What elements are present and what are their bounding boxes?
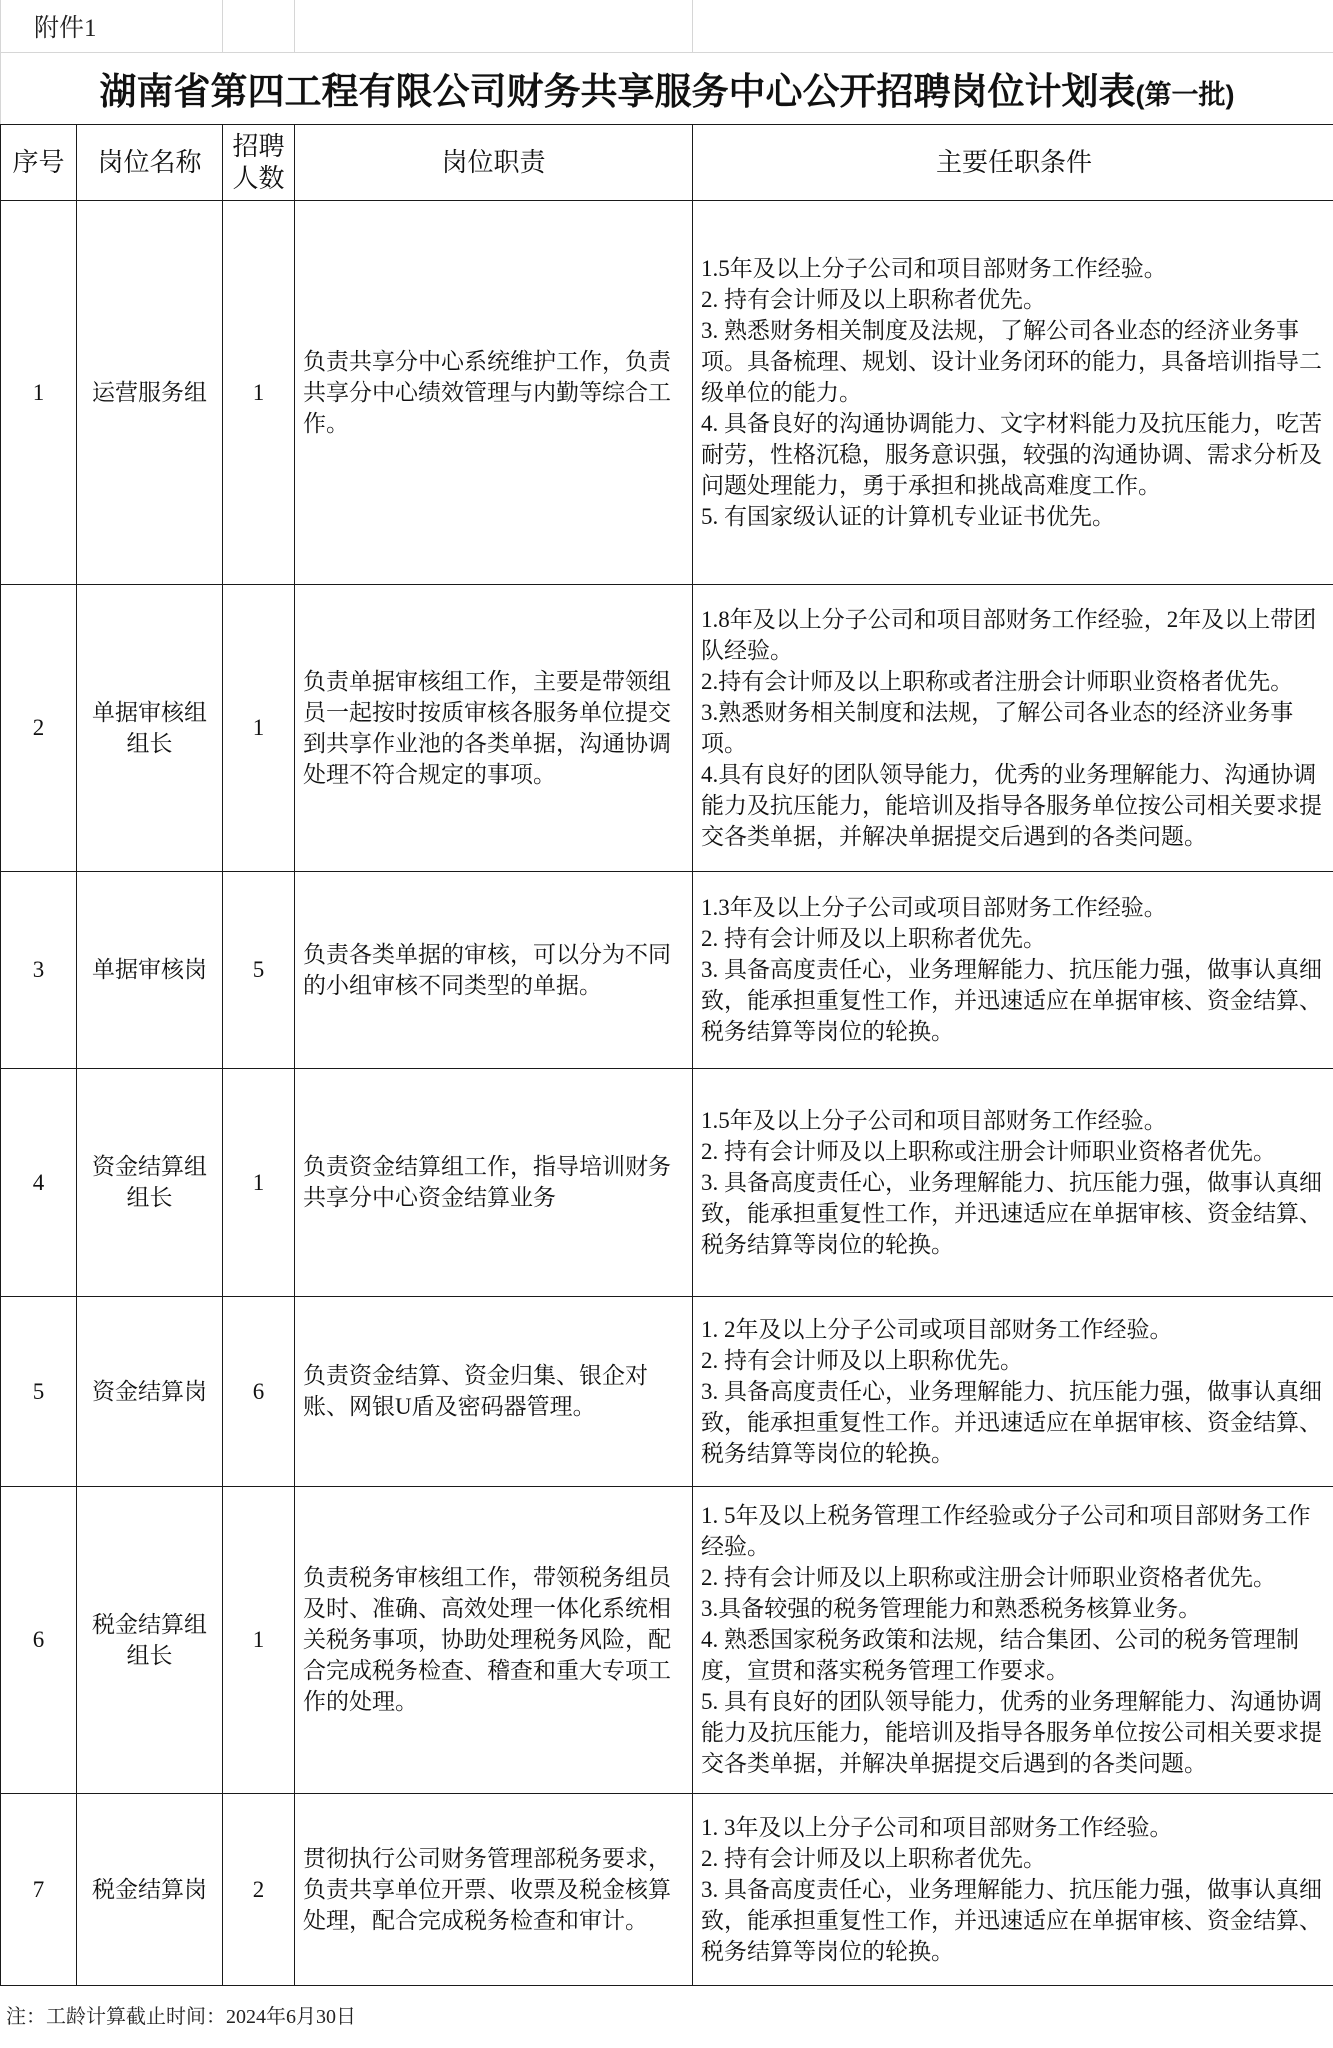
column-header-duties: 岗位职责 [295,124,693,200]
page-title [1,52,1333,124]
job-requirements [693,1793,1333,1985]
requirement-item: 4.具有良好的团队领导能力，优秀的业务理解能力、沟通协调能力及抗压能力，能培训及指导各服务单位按公司相关要求提交各类单据，并解决单据提交后遇到的各类问题。 [701,761,1323,849]
hiring-count: 1 [223,200,295,584]
requirement-item: 1. 5年及以上税务管理工作经验或分子公司和项目部财务工作经验。 [701,1503,1311,1559]
empty-cell [295,0,693,52]
requirement-item: 1.3年及以上分子公司或项目部财务工作经验。 [701,895,1167,920]
title-row [1,52,1333,124]
job-requirements [693,1486,1333,1793]
job-duties: 负责共享分中心系统维护工作，负责共享分中心绩效管理与内勤等综合工作。 [295,200,693,584]
footnote: 注：工龄计算截止时间：2024年6月30日 [6,2006,356,2028]
attachment-label: 附件1 [1,0,223,52]
hiring-count: 5 [223,871,295,1068]
position-name: 税金结算组组长 [77,1486,223,1793]
requirement-item: 3.熟悉财务相关制度和法规，了解公司各业态的经济业务事项。 [701,699,1294,756]
empty-cell [693,0,1333,52]
job-duties: 贯彻执行公司财务管理部税务要求，负责共享单位开票、收票及税金核算处理，配合完成税务检查和审计。 [295,1793,693,1985]
requirement-item: 1. 2年及以上分子公司或项目部财务工作经验。 [701,1316,1173,1342]
requirement-item: 3. 熟悉财务相关制度及法规，了解公司各业态的经济业务事项。具备梳理、规划、设计业务闭环的能力，具备培训指导二级单位的能力。 [701,317,1323,405]
requirement-item: 3. 具备高度责任心，业务理解能力、抗压能力强，做事认真细致，能承担重复性工作，并迅速适应在单据审核、资金结算、税务结算等岗位的轮换。 [701,1169,1323,1257]
row-index: 6 [1,1486,77,1793]
position-name: 税金结算岗 [77,1793,223,1985]
position-name: 资金结算岗 [77,1296,223,1486]
requirement-item: 2.持有会计师及以上职称或者注册会计师职业资格者优先。 [701,668,1294,694]
requirement-item: 2. 持有会计师及以上职称者优先。 [701,926,1047,951]
attachment-row [1,0,1333,52]
position-name: 单据审核岗 [77,871,223,1068]
hiring-count: 2 [223,1793,295,1985]
requirement-item: 2. 持有会计师及以上职称或注册会计师职业资格者优先。 [701,1565,1277,1590]
job-duties: 负责各类单据的审核，可以分为不同的小组审核不同类型的单据。 [295,871,693,1068]
hiring-count: 1 [223,1068,295,1296]
requirement-item: 4. 具备良好的沟通协调能力、文字材料能力及抗压能力，吃苦耐劳，性格沉稳，服务意识强，较强的沟通协调、需求分析及问题处理能力，勇于承担和挑战高难度工作。 [701,410,1323,498]
requirement-item: 3. 具备高度责任心，业务理解能力、抗压能力强，做事认真细致，能承担重复性工作，并迅速适应在单据审核、资金结算、税务结算等岗位的轮换。 [701,1876,1323,1964]
table-header [1,124,1333,200]
table-row [1,1486,1333,1793]
job-duties: 负责税务审核组工作，带领税务组员及时、准确、高效处理一体化系统相关税务事项，协助处理税务风险，配合完成税务检查、稽查和重大专项工作的处理。 [295,1486,693,1793]
table-row [1,1793,1333,1985]
table-row [1,871,1333,1068]
requirement-item: 3.具备较强的税务管理能力和熟悉税务核算业务。 [701,1596,1202,1621]
table-row [1,584,1333,871]
row-index: 3 [1,871,77,1068]
requirement-item: 1. 3年及以上分子公司和项目部财务工作经验。 [701,1814,1173,1840]
row-index: 7 [1,1793,77,1985]
requirement-item: 1.8年及以上分子公司和项目部财务工作经验，2年及以上带团队经验。 [701,606,1317,663]
job-requirements [693,200,1333,584]
requirement-item: 2. 持有会计师及以上职称者优先。 [701,1845,1047,1871]
table-row [1,1296,1333,1486]
empty-cell [223,0,295,52]
hiring-count: 1 [223,1486,295,1793]
title-suffix: (第一批) [1135,80,1235,110]
job-requirements [693,871,1333,1068]
column-header-count: 招聘人数 [223,124,295,200]
hiring-count: 1 [223,584,295,871]
job-requirements [693,1296,1333,1486]
title-main: 湖南省第四工程有限公司财务共享服务中心公开招聘岗位计划表 [99,71,1136,112]
requirement-item: 5. 有国家级认证的计算机专业证书优先。 [701,503,1116,529]
position-name: 单据审核组组长 [77,584,223,871]
requirement-item: 1.5年及以上分子公司和项目部财务工作经验。 [701,255,1167,281]
job-duties: 负责资金结算组工作，指导培训财务共享分中心资金结算业务 [295,1068,693,1296]
table-row [1,1068,1333,1296]
column-header-requirements: 主要任职条件 [693,124,1333,200]
requirement-item: 2. 持有会计师及以上职称优先。 [701,1347,1024,1373]
row-index: 2 [1,584,77,871]
column-header-position: 岗位名称 [77,124,223,200]
row-index: 5 [1,1296,77,1486]
position-name: 资金结算组组长 [77,1068,223,1296]
job-duties: 负责资金结算、资金归集、银企对账、网银U盾及密码器管理。 [295,1296,693,1486]
requirement-item: 5. 具有良好的团队领导能力，优秀的业务理解能力、沟通协调能力及抗压能力，能培训及指导各服务单位按公司相关要求提交各类单据，并解决单据提交后遇到的各类问题。 [701,1689,1323,1776]
row-index: 4 [1,1068,77,1296]
job-duties: 负责单据审核组工作，主要是带领组员一起按时按质审核各服务单位提交到共享作业池的各类单据，沟通协调处理不符合规定的事项。 [295,584,693,871]
requirement-item: 3. 具备高度责任心，业务理解能力、抗压能力强，做事认真细致，能承担重复性工作。并迅速适应在单据审核、资金结算、税务结算等岗位的轮换。 [701,1378,1323,1466]
job-requirements [693,1068,1333,1296]
job-requirements [693,584,1333,871]
position-name: 运营服务组 [77,200,223,584]
requirement-item: 4. 熟悉国家税务政策和法规，结合集团、公司的税务管理制度，宣贯和落实税务管理工作要求。 [701,1627,1300,1683]
requirement-item: 3. 具备高度责任心，业务理解能力、抗压能力强，做事认真细致，能承担重复性工作，并迅速适应在单据审核、资金结算、税务结算等岗位的轮换。 [701,957,1323,1044]
column-header-index: 序号 [1,124,77,200]
requirement-item: 2. 持有会计师及以上职称者优先。 [701,286,1047,312]
hiring-count: 6 [223,1296,295,1486]
row-index: 1 [1,200,77,584]
requirement-item: 1.5年及以上分子公司和项目部财务工作经验。 [701,1107,1167,1133]
table-row [1,200,1333,584]
requirement-item: 2. 持有会计师及以上职称或注册会计师职业资格者优先。 [701,1138,1277,1164]
